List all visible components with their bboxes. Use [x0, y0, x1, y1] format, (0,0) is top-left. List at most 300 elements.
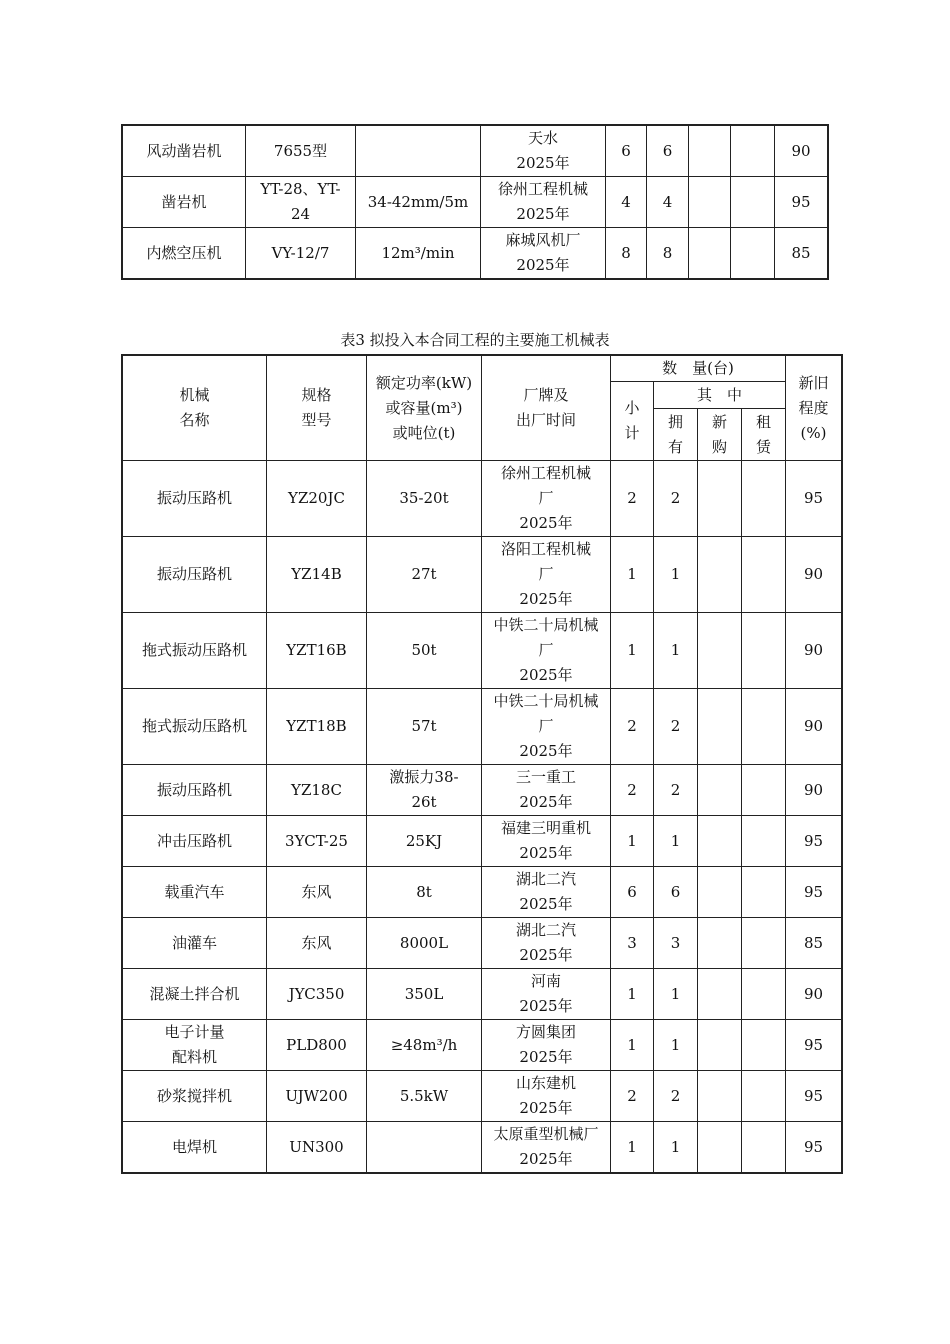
maker-cell-line: 山东建机 — [515, 1074, 576, 1092]
new-cell — [698, 613, 742, 689]
model-cell — [267, 1020, 367, 1071]
maker-cell-line: 徐州工程机械 — [497, 180, 588, 198]
condition-cell — [775, 177, 828, 228]
rent-cell — [742, 969, 786, 1020]
maker-cell-line: 2025年 — [519, 895, 573, 913]
table-row — [123, 537, 842, 613]
subtotal-cell-line: 1 — [627, 641, 637, 659]
subtotal-cell-line: 1 — [627, 1137, 637, 1156]
owned-cell — [647, 126, 689, 177]
condition-cell-line: 85 — [791, 243, 811, 262]
owned-cell-line: 3 — [670, 933, 681, 952]
new-cell — [689, 177, 731, 228]
maker-cell-line: 2025年 — [519, 1048, 573, 1066]
power-cell-line: 激振力38- — [389, 768, 459, 786]
header-subtotal — [611, 382, 654, 461]
maker-cell-line: 洛阳工程机械 — [500, 540, 591, 558]
subtotal-cell-line: 2 — [627, 489, 637, 507]
header-condition-line2: 程度 — [798, 398, 829, 417]
rent-cell — [731, 126, 775, 177]
header-name — [123, 356, 267, 461]
owned-cell — [654, 1122, 698, 1173]
owned-cell-line: 6 — [670, 882, 681, 901]
maker-cell — [481, 177, 606, 228]
condition-cell — [786, 1020, 842, 1071]
machinery-table-header — [123, 356, 842, 461]
new-cell — [698, 1071, 742, 1122]
machine-name-line: 凿岩机 — [161, 192, 207, 211]
header-condition — [786, 356, 842, 461]
table-row — [123, 1020, 842, 1071]
maker-cell-line: 福建三明重机 — [500, 819, 591, 837]
model-cell-line: YZ18C — [291, 780, 342, 799]
rent-cell — [742, 613, 786, 689]
maker-cell-line: 2025年 — [519, 793, 573, 811]
power-cell-line: 350L — [404, 984, 444, 1003]
maker-cell-line: 2025年 — [519, 1150, 573, 1168]
subtotal-cell-line: 6 — [627, 882, 637, 901]
model-cell — [246, 126, 356, 177]
machine-name — [123, 918, 267, 969]
machinery-table — [122, 355, 842, 1173]
condition-cell-line: 90 — [803, 780, 824, 799]
header-model-line1: 规格 — [301, 386, 332, 404]
owned-cell-line: 8 — [662, 243, 673, 262]
maker-cell-line: 麻城风机厂 — [505, 231, 581, 249]
rent-cell — [742, 816, 786, 867]
table-row — [123, 867, 842, 918]
new-cell — [698, 1020, 742, 1071]
maker-cell-line: 厂 — [538, 641, 554, 659]
maker-cell-line: 徐州工程机械 — [500, 464, 591, 482]
header-maker-line2: 出厂时间 — [515, 411, 576, 429]
rent-cell — [731, 177, 775, 228]
machine-name — [123, 177, 246, 228]
maker-cell-line: 厂 — [538, 565, 554, 583]
header-rent-line1: 租 — [756, 412, 772, 431]
condition-cell-line: 95 — [791, 192, 811, 211]
machine-name — [123, 126, 246, 177]
owned-cell — [647, 228, 689, 279]
maker-cell-line: 2025年 — [516, 256, 570, 274]
subtotal-cell — [611, 613, 654, 689]
header-condition-line3: (%) — [800, 423, 827, 442]
table-row — [123, 613, 842, 689]
rent-cell — [742, 537, 786, 613]
subtotal-cell — [611, 1071, 654, 1122]
machine-name — [123, 537, 267, 613]
condition-cell — [786, 689, 842, 765]
owned-cell-line: 1 — [670, 565, 681, 583]
model-cell — [246, 177, 356, 228]
owned-cell — [654, 1020, 698, 1071]
maker-cell-line: 2025年 — [519, 844, 573, 862]
condition-cell-line: 90 — [803, 984, 824, 1003]
machine-name-line: 拖式振动压路机 — [141, 717, 247, 735]
machine-name — [123, 228, 246, 279]
owned-cell-line: 2 — [670, 780, 681, 799]
maker-cell — [482, 537, 611, 613]
machine-name-line: 配料机 — [171, 1048, 217, 1066]
table-row — [123, 765, 842, 816]
model-cell — [267, 613, 367, 689]
new-cell — [698, 1122, 742, 1173]
maker-cell-line: 2025年 — [519, 590, 573, 608]
subtotal-cell-line: 4 — [621, 192, 631, 211]
subtotal-cell-line: 1 — [627, 1035, 637, 1054]
machine-name — [123, 1071, 267, 1122]
owned-cell-line: 1 — [670, 1035, 681, 1054]
header-owned — [654, 409, 698, 461]
condition-cell — [786, 867, 842, 918]
rent-cell — [742, 1071, 786, 1122]
owned-cell — [654, 816, 698, 867]
header-power-line3: 或吨位(t) — [392, 423, 456, 442]
subtotal-cell — [606, 228, 647, 279]
model-cell-line: JYC350 — [288, 984, 345, 1003]
header-model-line2: 型号 — [301, 411, 332, 429]
owned-cell-line: 1 — [670, 831, 681, 850]
condition-cell-line: 95 — [803, 1086, 824, 1105]
condition-cell-line: 95 — [803, 882, 824, 901]
subtotal-cell — [611, 1122, 654, 1173]
subtotal-cell — [611, 689, 654, 765]
model-cell-line: YZT16B — [286, 641, 347, 659]
subtotal-cell — [611, 1020, 654, 1071]
condition-cell — [786, 613, 842, 689]
rent-cell — [742, 867, 786, 918]
maker-cell — [482, 689, 611, 765]
subtotal-cell-line: 8 — [621, 243, 631, 262]
model-cell — [267, 816, 367, 867]
condition-cell-line: 95 — [803, 489, 824, 507]
rent-cell — [742, 1020, 786, 1071]
condition-cell — [775, 228, 828, 279]
model-cell-line: 东风 — [301, 933, 332, 952]
owned-cell-line: 1 — [670, 641, 681, 659]
header-condition-line1: 新旧 — [798, 373, 829, 392]
header-power — [367, 356, 482, 461]
machine-name — [123, 969, 267, 1020]
rent-cell — [742, 918, 786, 969]
machine-name-line: 电子计量 — [164, 1023, 225, 1041]
power-cell — [356, 126, 481, 177]
top-table-body — [123, 126, 828, 279]
maker-cell — [482, 867, 611, 918]
model-cell-line: UN300 — [289, 1137, 344, 1156]
power-cell-line: 25KJ — [405, 831, 443, 850]
maker-cell-line: 2025年 — [519, 1099, 573, 1117]
header-maker-line1: 厂牌及 — [523, 386, 569, 404]
new-cell — [698, 918, 742, 969]
subtotal-cell-line: 1 — [627, 565, 637, 583]
condition-cell-line: 90 — [803, 717, 824, 735]
condition-cell — [786, 816, 842, 867]
table-row — [123, 969, 842, 1020]
rent-cell — [742, 461, 786, 537]
maker-cell — [482, 461, 611, 537]
model-cell-line: PLD800 — [286, 1035, 347, 1054]
subtotal-cell-line: 3 — [627, 933, 637, 952]
table-row — [123, 126, 828, 177]
owned-cell — [647, 177, 689, 228]
new-cell — [689, 126, 731, 177]
table-row — [123, 461, 842, 537]
header-rent — [742, 409, 786, 461]
condition-cell — [775, 126, 828, 177]
power-cell-line: 8t — [416, 882, 432, 901]
power-cell-line: 5.5kW — [399, 1086, 449, 1105]
model-cell-line: VY-12/7 — [271, 243, 330, 262]
header-owned-line2: 有 — [667, 437, 683, 456]
maker-cell-line: 2025年 — [519, 514, 573, 532]
maker-cell-line: 三一重工 — [515, 768, 576, 786]
power-cell — [367, 1122, 482, 1173]
machine-name — [123, 461, 267, 537]
power-cell-line: 26t — [411, 793, 437, 811]
power-cell-line: 50t — [411, 641, 437, 659]
machine-name-line: 冲击压路机 — [156, 831, 232, 850]
owned-cell — [654, 1071, 698, 1122]
owned-cell-line: 2 — [670, 717, 681, 735]
maker-cell — [481, 228, 606, 279]
maker-cell-line: 2025年 — [519, 946, 573, 964]
machinery-table-body — [123, 461, 842, 1173]
new-cell — [698, 969, 742, 1020]
condition-cell — [786, 918, 842, 969]
power-cell — [367, 1071, 482, 1122]
subtotal-cell — [611, 918, 654, 969]
power-cell-line: ≥48m³/h — [390, 1035, 458, 1054]
model-cell-line: YT-28、YT- — [260, 180, 341, 198]
subtotal-cell — [611, 461, 654, 537]
machine-name-line: 油灌车 — [171, 933, 217, 952]
machine-name — [123, 867, 267, 918]
machine-name-line: 拖式振动压路机 — [141, 641, 247, 659]
power-cell — [367, 765, 482, 816]
condition-cell-line: 90 — [803, 565, 824, 583]
maker-cell-line: 2025年 — [519, 666, 573, 684]
owned-cell — [654, 689, 698, 765]
new-cell — [698, 537, 742, 613]
header-name-line2: 名称 — [179, 411, 210, 429]
power-cell-line: 8000L — [399, 933, 449, 952]
subtotal-cell-line: 2 — [627, 717, 637, 735]
condition-cell-line: 95 — [803, 831, 824, 850]
header-rent-line2: 赁 — [756, 437, 772, 456]
subtotal-cell — [611, 969, 654, 1020]
power-cell — [367, 537, 482, 613]
top-equipment-table — [122, 125, 828, 279]
rent-cell — [742, 689, 786, 765]
subtotal-cell — [611, 765, 654, 816]
machine-name-line: 振动压路机 — [156, 780, 232, 799]
condition-cell-line: 85 — [803, 933, 824, 952]
model-cell-line: UJW200 — [285, 1086, 348, 1105]
power-cell-line: 12m³/min — [381, 243, 455, 262]
model-cell-line: 东风 — [301, 882, 332, 901]
header-power-line1: 额定功率(kW) — [375, 373, 473, 392]
condition-cell-line: 95 — [803, 1035, 824, 1054]
machine-name — [123, 613, 267, 689]
maker-cell-line: 河南 — [530, 972, 561, 990]
machine-name-line: 内燃空压机 — [146, 243, 222, 262]
maker-cell-line: 太原重型机械厂 — [493, 1125, 599, 1143]
machine-name — [123, 1122, 267, 1173]
maker-cell — [482, 1071, 611, 1122]
power-cell — [367, 969, 482, 1020]
table-row — [123, 816, 842, 867]
model-cell — [267, 461, 367, 537]
header-maker — [482, 356, 611, 461]
condition-cell-line: 95 — [803, 1137, 824, 1156]
subtotal-cell — [611, 537, 654, 613]
maker-cell-line: 2025年 — [519, 997, 573, 1015]
model-cell — [267, 1071, 367, 1122]
condition-cell — [786, 1122, 842, 1173]
subtotal-cell-line: 1 — [627, 831, 637, 850]
table-row — [123, 1122, 842, 1173]
header-power-line2: 或容量(m³) — [385, 398, 463, 417]
header-new-line2: 购 — [711, 437, 727, 456]
maker-cell-line: 厂 — [538, 717, 554, 735]
condition-cell — [786, 1071, 842, 1122]
model-cell-line: 24 — [290, 205, 311, 223]
maker-cell-line: 中铁二十局机械 — [493, 692, 599, 710]
maker-cell-line: 2025年 — [516, 154, 570, 172]
rent-cell — [742, 1122, 786, 1173]
model-cell — [267, 689, 367, 765]
power-cell — [367, 816, 482, 867]
machine-name-line: 砂浆搅拌机 — [156, 1086, 232, 1105]
machine-name — [123, 816, 267, 867]
machine-name — [123, 689, 267, 765]
machine-name-line: 电焊机 — [171, 1137, 217, 1156]
maker-cell-line: 2025年 — [516, 205, 570, 223]
maker-cell — [482, 969, 611, 1020]
owned-cell-line: 4 — [662, 192, 673, 211]
maker-cell-line: 2025年 — [519, 742, 573, 760]
machine-name-line: 振动压路机 — [156, 565, 232, 583]
condition-cell — [786, 537, 842, 613]
subtotal-cell — [606, 126, 647, 177]
machine-name-line: 风动凿岩机 — [146, 141, 222, 160]
condition-cell — [786, 969, 842, 1020]
maker-cell — [482, 816, 611, 867]
new-cell — [698, 867, 742, 918]
power-cell — [367, 689, 482, 765]
maker-cell-line: 天水 — [527, 129, 558, 147]
owned-cell — [654, 613, 698, 689]
header-subtotal-line1: 小 — [624, 399, 640, 417]
machine-name-line: 振动压路机 — [156, 489, 232, 507]
header-model — [267, 356, 367, 461]
maker-cell-line: 厂 — [538, 489, 554, 507]
subtotal-cell — [611, 816, 654, 867]
new-cell — [698, 816, 742, 867]
power-cell — [367, 461, 482, 537]
new-cell — [698, 689, 742, 765]
model-cell — [267, 765, 367, 816]
power-cell — [367, 1020, 482, 1071]
model-cell — [267, 1122, 367, 1173]
header-new — [698, 409, 742, 461]
table-row — [123, 1071, 842, 1122]
owned-cell-line: 2 — [670, 489, 681, 507]
model-cell-line: YZ20JC — [288, 489, 345, 507]
condition-cell-line: 90 — [803, 641, 824, 659]
owned-cell-line: 1 — [670, 984, 681, 1003]
condition-cell-line: 90 — [791, 141, 811, 160]
machine-name-line: 载重汽车 — [164, 882, 225, 901]
machine-name-line: 混凝土拌合机 — [149, 984, 240, 1003]
owned-cell — [654, 867, 698, 918]
model-cell — [267, 537, 367, 613]
maker-cell — [482, 1122, 611, 1173]
power-cell — [367, 867, 482, 918]
maker-cell — [482, 613, 611, 689]
power-cell-line: 34-42mm/5m — [367, 192, 469, 211]
owned-cell-line: 2 — [670, 1086, 681, 1105]
model-cell — [267, 867, 367, 918]
rent-cell — [742, 765, 786, 816]
maker-cell — [482, 918, 611, 969]
maker-cell-line: 中铁二十局机械 — [493, 616, 599, 634]
header-name-line1: 机械 — [179, 386, 210, 404]
owned-cell — [654, 537, 698, 613]
condition-cell — [786, 765, 842, 816]
header-quantity: 数 量(台) — [611, 356, 786, 382]
model-cell-line: 7655型 — [273, 141, 328, 160]
subtotal-cell — [606, 177, 647, 228]
maker-cell — [482, 1020, 611, 1071]
maker-cell — [481, 126, 606, 177]
owned-cell — [654, 765, 698, 816]
owned-cell — [654, 461, 698, 537]
table-caption: 表3 拟投入本合同工程的主要施工机械表 — [340, 331, 610, 349]
power-cell-line: 57t — [411, 717, 437, 735]
subtotal-cell-line: 1 — [627, 984, 637, 1003]
header-owned-line1: 拥 — [667, 412, 683, 431]
owned-cell-line: 6 — [662, 141, 673, 160]
power-cell — [356, 177, 481, 228]
power-cell — [356, 228, 481, 279]
header-new-line1: 新 — [711, 412, 727, 431]
rent-cell — [731, 228, 775, 279]
table-row — [123, 177, 828, 228]
table-row — [123, 228, 828, 279]
model-cell — [246, 228, 356, 279]
model-cell-line: YZ14B — [291, 565, 342, 583]
new-cell — [698, 461, 742, 537]
subtotal-cell-line: 2 — [627, 780, 637, 799]
condition-cell — [786, 461, 842, 537]
maker-cell-line: 湖北二汽 — [515, 870, 576, 888]
header-of-which: 其 中 — [654, 382, 786, 409]
owned-cell-line: 1 — [670, 1137, 681, 1156]
header-subtotal-line2: 计 — [624, 424, 640, 442]
subtotal-cell-line: 6 — [621, 141, 631, 160]
model-cell-line: YZT18B — [286, 717, 347, 735]
model-cell — [267, 918, 367, 969]
power-cell-line: 35-20t — [399, 489, 449, 507]
new-cell — [698, 765, 742, 816]
machine-name — [123, 765, 267, 816]
subtotal-cell — [611, 867, 654, 918]
subtotal-cell-line: 2 — [627, 1086, 637, 1105]
table-row — [123, 689, 842, 765]
model-cell-line: 3YCT-25 — [285, 831, 348, 850]
